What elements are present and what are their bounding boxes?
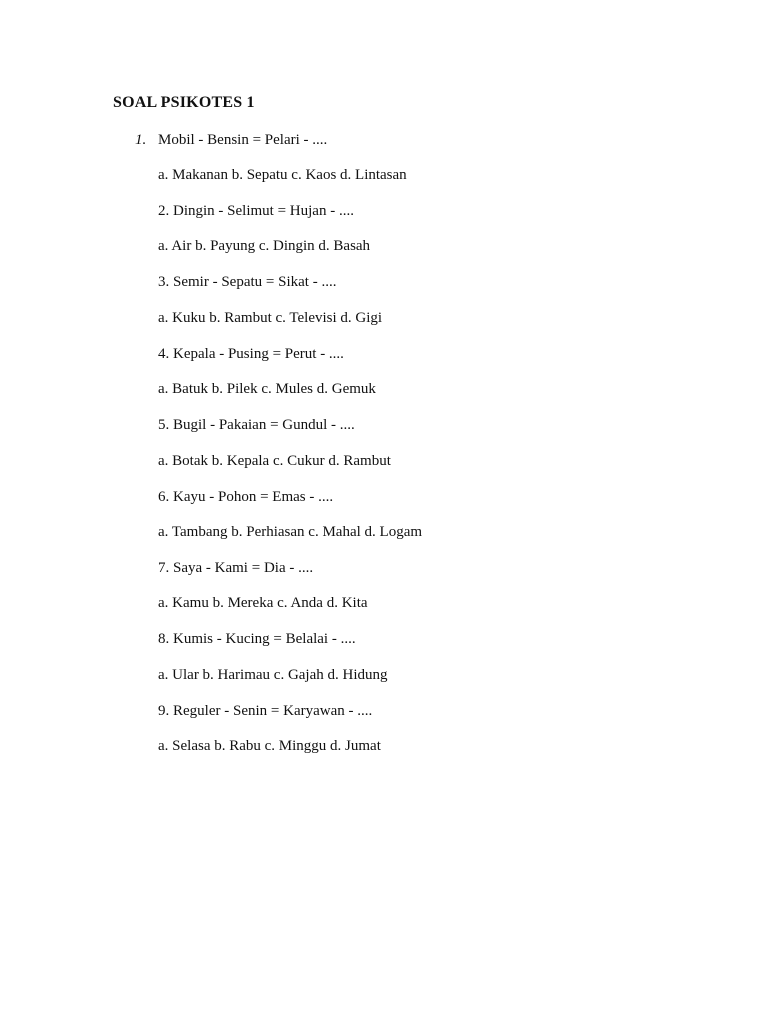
question-line: 6. Kayu - Pohon = Emas - ....: [158, 489, 334, 505]
answer-line: a. Ular b. Harimau c. Gajah d. Hidung: [158, 667, 388, 683]
question-line: 3. Semir - Sepatu = Sikat - ....: [158, 274, 337, 290]
question-number: 1.: [135, 132, 147, 148]
answer-line: a. Selasa b. Rabu c. Minggu d. Jumat: [158, 738, 381, 754]
question-line: 2. Dingin - Selimut = Hujan - ....: [158, 203, 354, 219]
page-title: SOAL PSIKOTES 1: [113, 94, 255, 111]
question-line: 4. Kepala - Pusing = Perut - ....: [158, 346, 344, 362]
answer-line: a. Botak b. Kepala c. Cukur d. Rambut: [158, 453, 391, 469]
question-line: 7. Saya - Kami = Dia - ....: [158, 560, 314, 576]
answer-line: a. Kamu b. Mereka c. Anda d. Kita: [158, 595, 368, 611]
answer-line: a. Makanan b. Sepatu c. Kaos d. Lintasan: [158, 167, 407, 183]
question-line: Mobil - Bensin = Pelari - ....: [158, 132, 328, 148]
question-line: 5. Bugil - Pakaian = Gundul - ....: [158, 417, 355, 433]
answer-line: a. Tambang b. Perhiasan c. Mahal d. Logam: [158, 524, 423, 540]
answer-line: a. Air b. Payung c. Dingin d. Basah: [158, 238, 371, 254]
question-line: 9. Reguler - Senin = Karyawan - ....: [158, 703, 373, 719]
answer-line: a. Batuk b. Pilek c. Mules d. Gemuk: [158, 381, 376, 397]
question-line: 8. Kumis - Kucing = Belalai - ....: [158, 631, 356, 647]
answer-line: a. Kuku b. Rambut c. Televisi d. Gigi: [158, 310, 383, 326]
